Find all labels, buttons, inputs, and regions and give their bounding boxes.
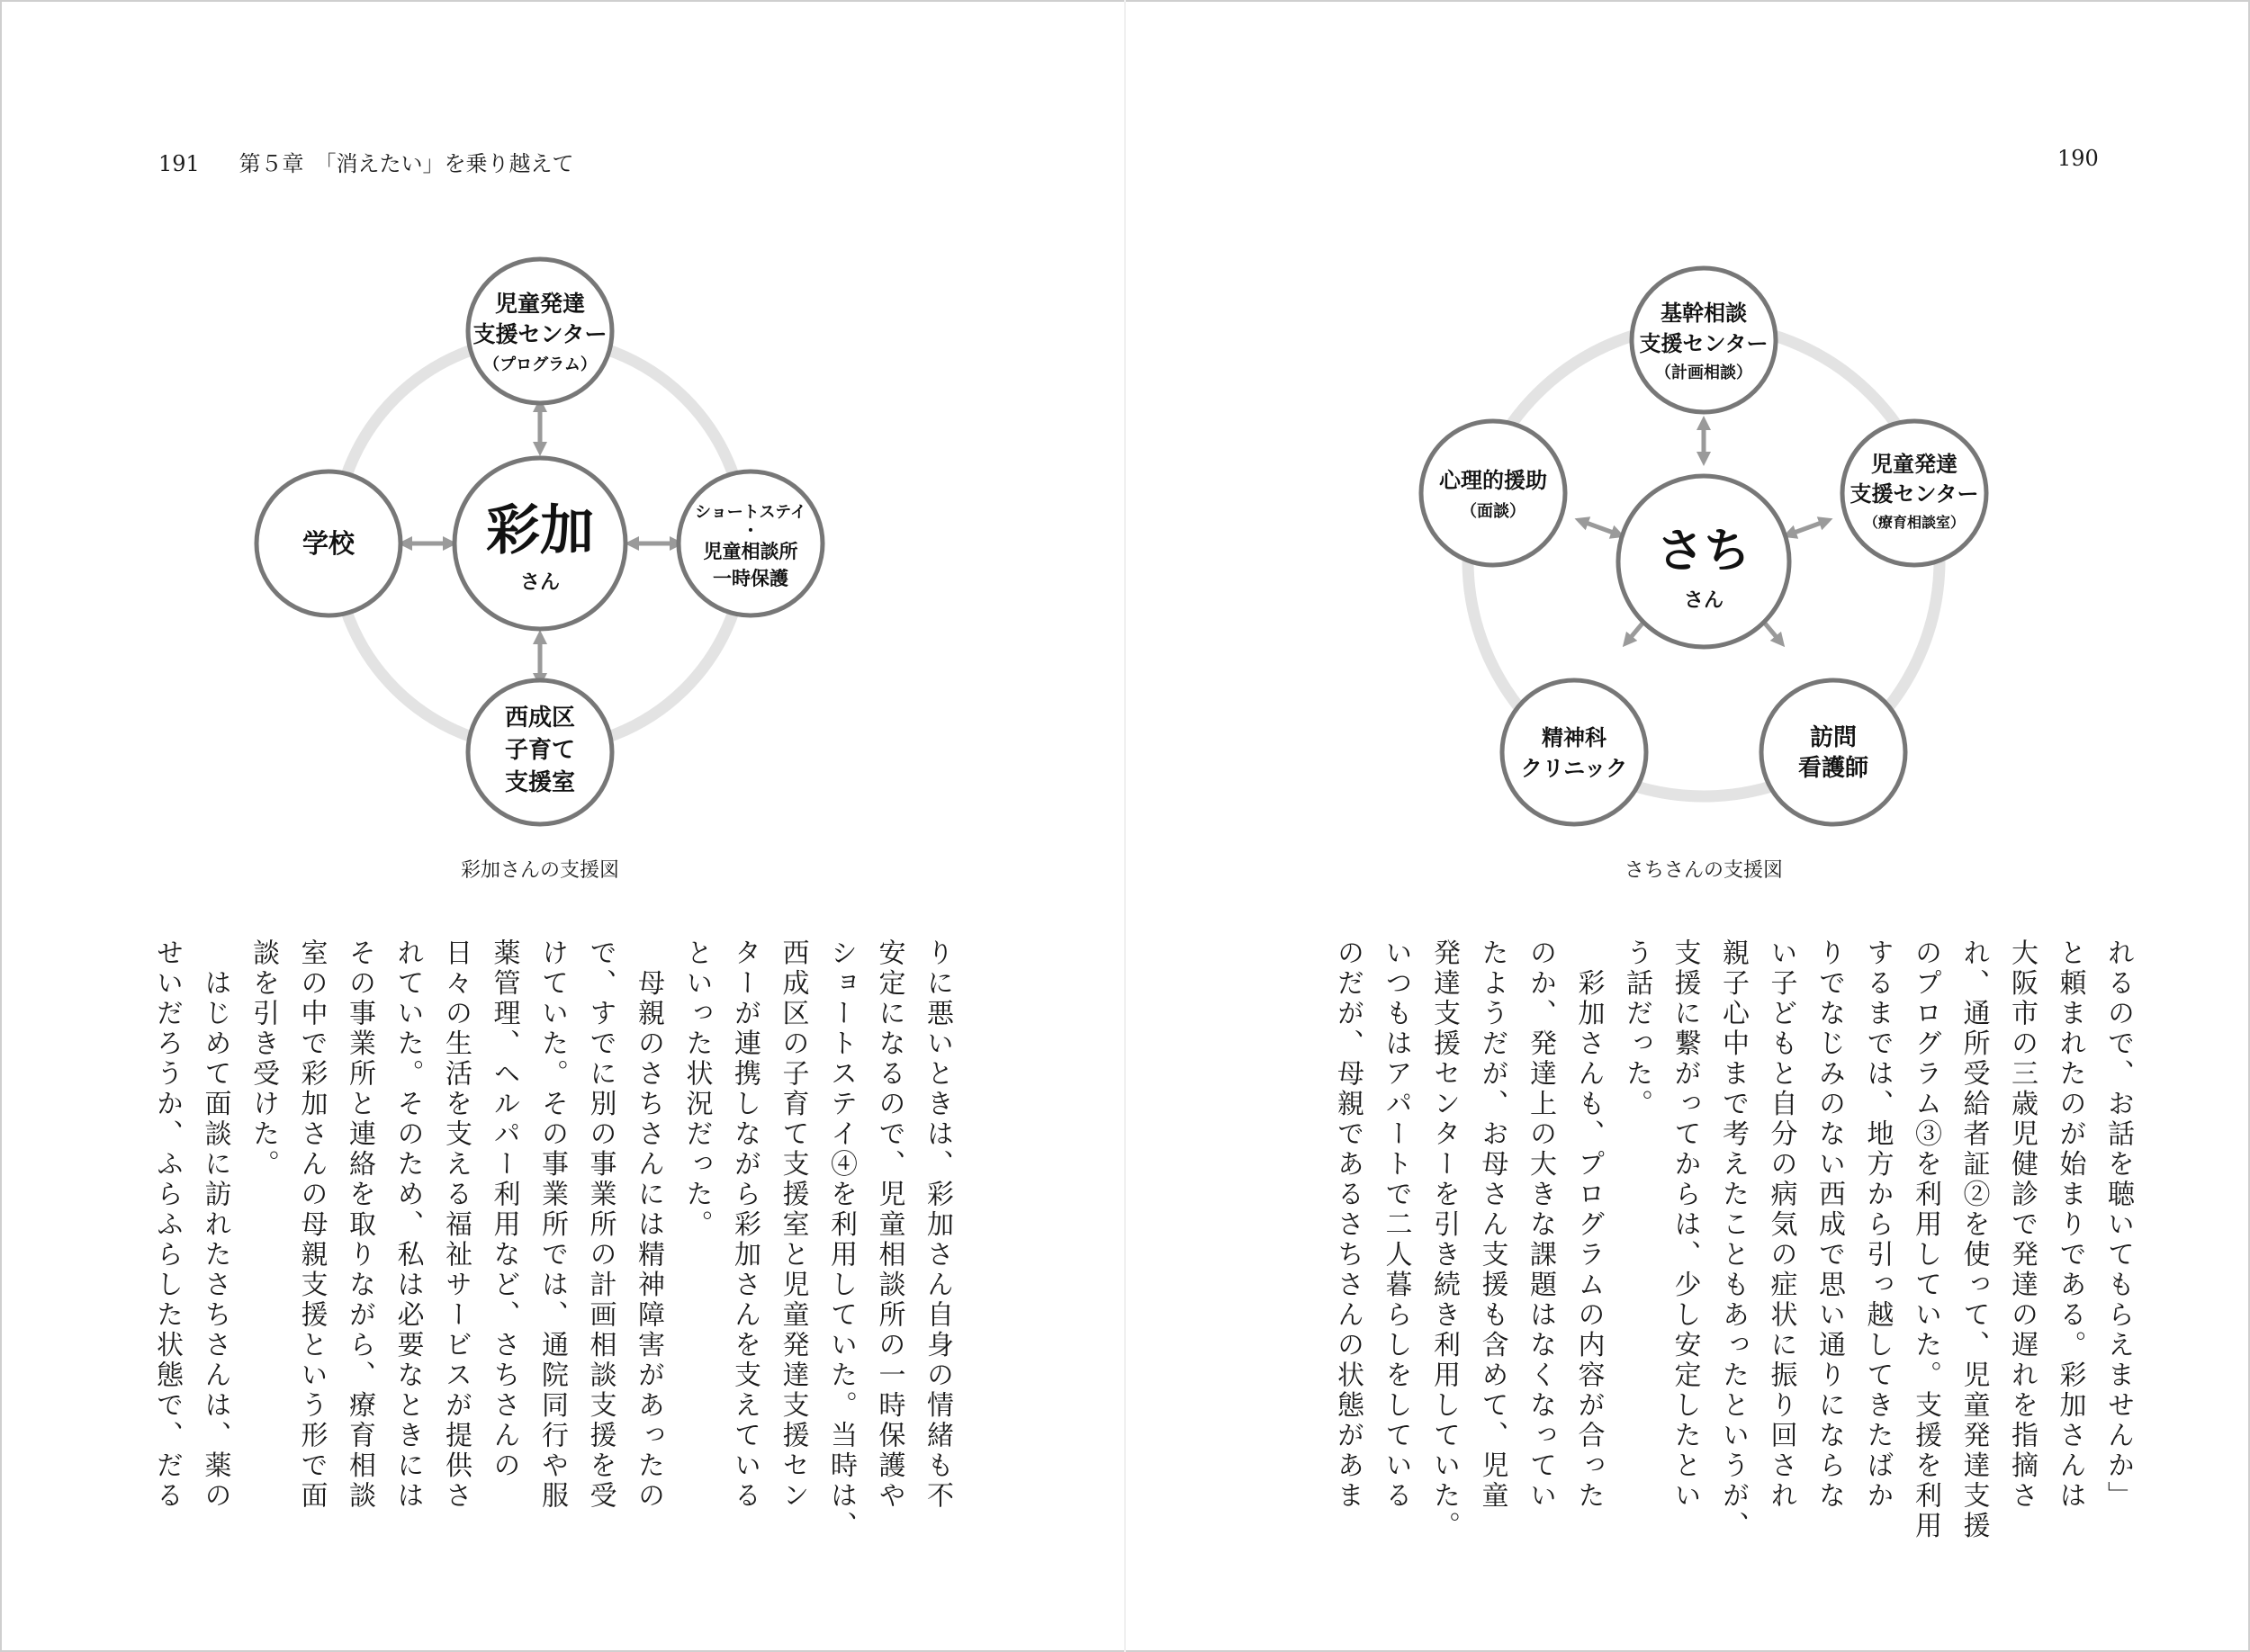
center-suffix: さん: [519, 571, 561, 594]
node-left-line-1: 学校: [302, 528, 356, 559]
left-page-number: 191: [158, 151, 200, 176]
node-top-line-2: 支援センター: [472, 321, 608, 347]
node-lower-right-line-1: 訪問: [1809, 724, 1858, 751]
node-upper-right-line-1: 児童発達: [1871, 452, 1958, 477]
node-lower-right-line-2: 看護師: [1797, 755, 1869, 782]
node-center: [1618, 476, 1789, 647]
center-name: 彩加: [486, 499, 594, 562]
arrow-center-upper-left: [1581, 521, 1618, 534]
arrow-center-upper-right: [1789, 521, 1826, 534]
node-upper-right-line-2: 支援センター: [1850, 481, 1979, 507]
diagram-sachi: [1421, 268, 1986, 824]
node-top-line-3: （計画相談）: [1655, 364, 1752, 382]
right-page-number: 190: [2057, 146, 2099, 171]
node-center: [454, 458, 626, 629]
node-top-line-1: 基幹相談: [1660, 301, 1747, 326]
node-lower-left: [1502, 680, 1646, 824]
right-page-body-text: れるので、お話を聴いてもらえませんか」 と頼まれたのが始まりである。彩加さんは 大阪市の三歳児健診で発達の遅れを指摘さ れ、通所受給者証②を使って、児童発達支援 のプログラム③を利用していた。支援を利用 するまでは、地方から引っ越してきたばか りでなじみのない西成で思い通りにならな い子どもと自分の病気の症状に振り回され 親子心中まで考えたこともあったというが、 支援に繋がってからは、少し安定したとい う話だった。 彩加さんも、プログラムの内容が合った のか、発達上の大きな課題はなくなってい たようだが、お母さん支援も含めて、児童 発達支援センターを引き続き利用していた。 いつもはアパートで二人暮らしをしている のだが、母親であるさちさんの状態があま: [1332, 938, 2134, 1541]
node-upper-right: [1842, 421, 1986, 565]
node-bottom-line-1: 西成区: [504, 705, 576, 732]
diagram-ayaka: [256, 259, 823, 824]
node-lower-right: [1761, 680, 1905, 824]
node-right: [679, 471, 823, 615]
node-top-line-1: 児童発達: [494, 291, 586, 317]
node-upper-left: [1421, 421, 1565, 565]
caption-ayaka-diagram: 彩加さんの支援図: [460, 859, 620, 882]
node-upper-right-line-3: （療育相談室）: [1863, 514, 1966, 531]
node-bottom-line-2: 子育て: [504, 737, 576, 764]
node-right-line-4: 一時保護: [713, 568, 788, 589]
node-right-line-2: ・: [742, 522, 759, 541]
center-name: さち: [1656, 524, 1751, 579]
node-top-line-3: （プログラム）: [483, 355, 597, 374]
left-page-body-text: りに悪いときは、彩加さん自身の情緒も不 安定になるので、児童相談所の一時保護や ショートステイ④を利用していた。当時は、 西成区の子育て支援室と児童発達支援セン ターが連携しながら彩加さんを支えている といった状況だった。 母親のさちさんには精神障害があったの で、すでに別の事業所の計画相談支援を受 けていた。その事業所では、通院同行や服 薬管理、ヘルパー利用など、さちさんの 日々の生活を支える福祉サービスが提供さ れていた。そのため、私は必要なときには その事業所と連絡を取りながら、療育相談 室の中で彩加さんの母親支援という形で面 談を引き受けた。 はじめて面談に訪れたさちさんは、薬の せいだろうか、ふらふらした状態で、だる: [151, 938, 953, 1541]
node-bottom-line-3: 支援室: [504, 769, 576, 796]
caption-sachi-diagram: さちさんの支援図: [1624, 859, 1784, 882]
center-suffix: さん: [1683, 589, 1724, 612]
node-top: [1632, 268, 1776, 412]
node-bottom: [468, 680, 612, 824]
node-lower-left-line-2: クリニック: [1520, 756, 1628, 781]
node-upper-left-line-1: 心理的援助: [1439, 468, 1547, 493]
node-right-line-3: 児童相談所: [703, 541, 798, 562]
node-top-line-2: 支援センター: [1639, 331, 1768, 356]
node-top: [468, 259, 612, 403]
node-lower-left-line-1: 精神科: [1542, 725, 1606, 750]
node-left: [256, 471, 400, 615]
chapter-title: 第５章 「消えたい」を乗り越えて: [238, 151, 574, 176]
node-right-line-1: ショートステイ: [695, 503, 806, 522]
node-upper-left-line-2: （面談）: [1461, 502, 1526, 521]
